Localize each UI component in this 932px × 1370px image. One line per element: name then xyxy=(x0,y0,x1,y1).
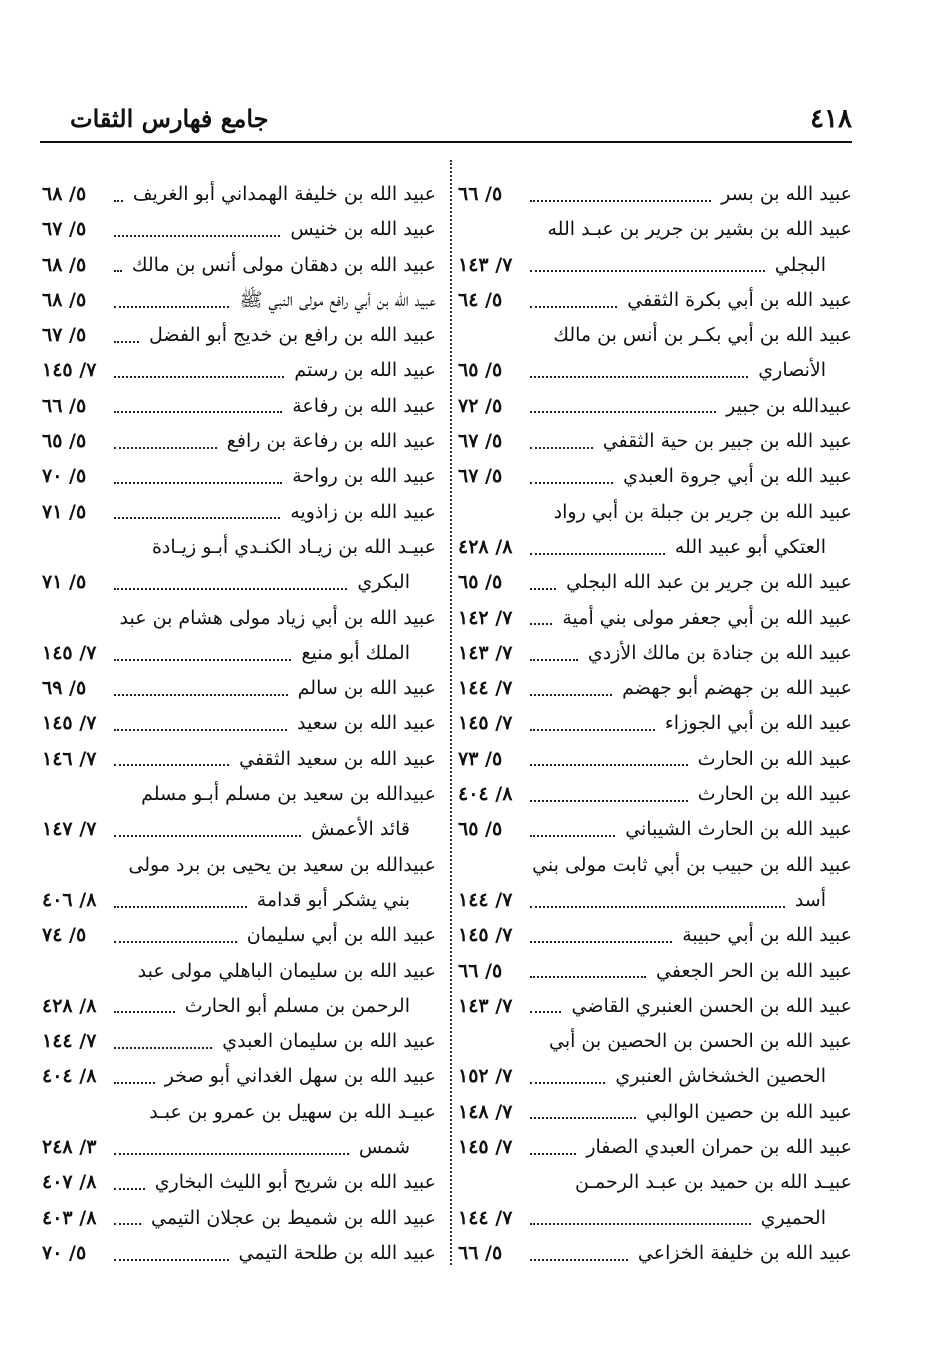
header-rule xyxy=(40,141,852,143)
dot-leader xyxy=(114,1188,145,1190)
entry-reference: ٨/ ٤٠٦ xyxy=(42,888,97,911)
dot-leader xyxy=(114,1011,175,1013)
entry-name: عبيد الله بن الحارث xyxy=(697,783,852,806)
dot-leader xyxy=(114,200,123,202)
entry-reference: ٥/ ٦٤ xyxy=(458,288,503,311)
dot-leader xyxy=(114,1259,229,1261)
index-entry xyxy=(40,1095,436,1130)
entry-reference: ٧/ ١٤٤ xyxy=(458,677,513,700)
dot-leader xyxy=(114,411,282,413)
dot-leader xyxy=(114,1082,155,1084)
entry-name: عبيد الله بن جبير بن حية الثقفي xyxy=(602,430,852,453)
index-entry xyxy=(40,601,436,636)
running-title: جامع فهارس الثقات xyxy=(70,104,269,133)
entry-reference: ٥/ ٦٧ xyxy=(458,465,503,488)
entry-name: عبيد الله بن حصين الوالبي xyxy=(645,1100,852,1123)
index-entry xyxy=(456,424,852,459)
index-entry xyxy=(40,918,436,953)
index-entry xyxy=(40,742,436,777)
entry-name: عبيدالله بن سعيد بن يحيى بن برد مولى xyxy=(128,853,436,876)
dot-leader xyxy=(530,694,612,696)
entry-name: البكري xyxy=(357,571,410,594)
entry-name: عبيدالله بن جبير xyxy=(726,394,852,417)
entry-reference: ٥/ ٧٣ xyxy=(458,747,503,770)
dot-leader xyxy=(530,1153,576,1155)
entry-name: عبيد الله بن سليمان العبدي xyxy=(222,1030,436,1053)
entry-reference: ٥/ ٦٧ xyxy=(458,430,503,453)
entry-name: عبيد الله بن خنيس xyxy=(290,218,436,241)
entry-name: عبيـد الله بن سهيل بن عمرو بن عبـد xyxy=(149,1100,436,1123)
entry-name: الرحمن بن مسلم أبو الحارث xyxy=(184,994,410,1017)
dot-leader xyxy=(530,1223,751,1225)
dot-leader xyxy=(530,800,688,802)
index-entry xyxy=(456,812,852,847)
dot-leader xyxy=(530,835,615,837)
entry-name: عبيد الله بن حبيب بن أبي ثابت مولى بني xyxy=(532,853,852,876)
entry-name: عبيد الله بن أبي سليمان xyxy=(246,924,436,947)
index-entry xyxy=(456,353,852,388)
dot-leader xyxy=(114,1223,141,1225)
entry-name: عبيد الله بن رفاعة بن رافع xyxy=(226,430,436,453)
dot-leader xyxy=(530,553,665,555)
entry-reference: ٧/ ١٤٥ xyxy=(42,641,97,664)
entry-reference: ٨/ ٤٠٧ xyxy=(42,1171,97,1194)
dot-leader xyxy=(114,729,287,731)
entry-reference: ٥/ ٦٧ xyxy=(42,218,87,241)
entry-reference: ٥/ ٦٨ xyxy=(42,183,87,205)
dot-leader xyxy=(530,376,748,378)
index-entry xyxy=(456,1059,852,1094)
entry-reference: ٥/ ٧١ xyxy=(42,571,87,594)
entry-name: عبيد الله بن سعيد الثقفي xyxy=(239,747,436,770)
index-entry xyxy=(456,459,852,494)
entry-reference: ٧/ ١٤٥ xyxy=(42,359,97,382)
entry-reference: ٥/ ٦٥ xyxy=(458,359,503,382)
entry-name: عبيد الله بن أبي الجوزاء xyxy=(664,712,852,735)
entry-name: عبيد الله بن أبي رافع مولى النبي ﷺ xyxy=(239,288,436,311)
entry-name: عبيد الله بن الحارث xyxy=(697,747,852,770)
index-entry xyxy=(40,1130,436,1165)
index-entry xyxy=(456,706,852,741)
entry-reference: ٧/ ١٤٨ xyxy=(458,1100,513,1123)
dot-leader xyxy=(114,341,139,343)
entry-reference: ٧/ ١٤٣ xyxy=(458,641,513,664)
dot-leader xyxy=(530,411,716,413)
entry-name: عبيد الله بن أبي حبيبة xyxy=(682,924,852,947)
index-entry xyxy=(456,848,852,883)
entry-name: عبيد الله بن بشير بن جرير بن عبـد الله xyxy=(547,218,852,241)
entry-reference: ٥/ ٦٥ xyxy=(42,430,87,453)
dot-leader xyxy=(114,1153,349,1155)
index-entry xyxy=(40,318,436,353)
dot-leader xyxy=(530,270,765,272)
entry-reference: ٥/ ٦٩ xyxy=(42,677,87,700)
dot-leader xyxy=(114,941,237,943)
entry-name: عبيد الله بن أبي بكـر بن أنس بن مالك xyxy=(553,324,852,347)
entry-name: عبيد الله بن رستم xyxy=(294,359,436,382)
entry-name: عبيد الله بن الحسن العنبري القاضي xyxy=(571,994,852,1017)
entry-name: عبيد الله بن الحارث الشيباني xyxy=(625,818,852,841)
entry-name: عبيد الله بن أبي جروة العبدي xyxy=(623,465,852,488)
entry-name: عبيد الله بن أبي بكرة الثقفي xyxy=(627,288,852,311)
entry-reference: ٥/ ٦٥ xyxy=(458,571,503,594)
entry-name: أسد xyxy=(794,888,826,911)
index-entry xyxy=(456,389,852,424)
entry-reference: ٧/ ١٤٥ xyxy=(42,712,97,735)
index-entry xyxy=(456,777,852,812)
dot-leader xyxy=(114,517,280,519)
index-entry xyxy=(40,459,436,494)
entry-reference: ٥/ ٧٤ xyxy=(42,924,87,947)
dot-leader xyxy=(530,659,578,661)
entry-name: الحصين الخشخاش العنبري xyxy=(615,1065,826,1088)
dot-leader xyxy=(114,588,347,590)
index-entry xyxy=(456,601,852,636)
index-entry xyxy=(40,283,436,318)
dot-leader xyxy=(114,659,291,661)
dot-leader xyxy=(530,1011,561,1013)
entry-reference: ٥/ ٧٠ xyxy=(42,465,87,488)
entry-reference: ٥/ ٦٦ xyxy=(458,959,503,982)
entry-reference: ٥/ ٦٨ xyxy=(42,288,87,311)
entry-name: شمس xyxy=(358,1136,410,1159)
index-entry xyxy=(40,848,436,883)
index-entry xyxy=(456,283,852,318)
index-entry xyxy=(456,954,852,989)
entry-reference: ٧/ ١٤٤ xyxy=(458,1206,513,1229)
index-entry xyxy=(40,812,436,847)
index-entry xyxy=(456,318,852,353)
index-entry xyxy=(456,1130,852,1165)
index-entry xyxy=(456,1095,852,1130)
entry-name: البجلي xyxy=(774,253,826,276)
entry-reference: ٥/ ٦٨ xyxy=(42,253,87,276)
column-divider xyxy=(450,160,452,1265)
index-entry xyxy=(456,742,852,777)
index-entry xyxy=(40,954,436,989)
entry-name: عبيد الله بن طلحة التيمي xyxy=(238,1241,436,1264)
entry-reference: ٥/ ٦٦ xyxy=(458,1241,503,1264)
page-header xyxy=(40,100,852,140)
entry-name: عبيد الله بن سالم xyxy=(297,677,436,700)
entry-reference: ٨/ ٤٠٤ xyxy=(458,783,513,806)
entry-name: عبيد الله بن خليفة الهمداني أبو الغريف xyxy=(132,183,436,205)
entry-reference: ٧/ ١٤٤ xyxy=(458,888,513,911)
entry-name: عبيد الله بن زاذويه xyxy=(290,500,436,523)
entry-reference: ٣/ ٢٤٨ xyxy=(42,1136,97,1159)
index-entry xyxy=(456,248,852,283)
dot-leader xyxy=(530,729,655,731)
dot-leader xyxy=(114,235,280,237)
dot-leader xyxy=(114,306,229,308)
entry-reference: ٨/ ٤٠٤ xyxy=(42,1065,97,1088)
index-entry xyxy=(456,1024,852,1059)
entry-name: عبيد الله بن جهضم أبو جهضم xyxy=(622,677,852,700)
dot-leader xyxy=(530,1117,636,1119)
entry-name: عبيد الله بن جنادة بن مالك الأزدي xyxy=(587,641,852,664)
entry-reference: ٧/ ١٤٥ xyxy=(458,1136,513,1159)
dot-leader xyxy=(530,623,552,625)
entry-name: بني يشكر أبو قدامة xyxy=(256,888,410,911)
index-entry xyxy=(40,353,436,388)
index-entry xyxy=(456,530,852,565)
dot-leader xyxy=(114,906,247,908)
entry-name: عبيد الله بن حمران العبدي الصفار xyxy=(586,1136,852,1159)
index-entry xyxy=(40,389,436,424)
index-entry xyxy=(456,177,852,212)
entry-name: قائد الأعمش xyxy=(311,818,410,841)
dot-leader xyxy=(114,447,217,449)
index-entry xyxy=(456,989,852,1024)
index-entry xyxy=(40,495,436,530)
entry-name: عبيد الله بن سعيد xyxy=(297,712,436,735)
dot-leader xyxy=(530,200,711,202)
dot-leader xyxy=(530,482,613,484)
entry-reference: ٧/ ١٤٣ xyxy=(458,994,513,1017)
entry-name: عبيد الله بن خليفة الخزاعي xyxy=(637,1241,852,1264)
index-entry xyxy=(40,177,436,212)
entry-name: عبيد الله بن الحر الجعفي xyxy=(656,959,852,982)
index-column-right xyxy=(456,177,852,1271)
dot-leader xyxy=(530,306,617,308)
entry-reference: ٨/ ٤٢٨ xyxy=(458,535,513,558)
entry-name: عبيد الله بن رفاعة xyxy=(292,394,436,417)
entry-name: الحميري xyxy=(760,1206,826,1229)
entry-reference: ٧/ ١٤٧ xyxy=(42,818,97,841)
entry-name: عبيـد الله بن زيـاد الكنـدي أبـو زيـادة xyxy=(151,535,436,558)
index-entry xyxy=(456,883,852,918)
index-entry xyxy=(456,636,852,671)
index-entry xyxy=(456,212,852,247)
entry-reference: ٧/ ١٥٢ xyxy=(458,1065,513,1088)
entry-reference: ٥/ ٧٠ xyxy=(42,1241,87,1264)
entry-name: عبيد الله بن رواحة xyxy=(292,465,436,488)
dot-leader xyxy=(530,1259,628,1261)
index-column-left xyxy=(40,177,436,1271)
index-entry xyxy=(40,212,436,247)
entry-name: عبيد الله بن سليمان الباهلي مولى عبد xyxy=(137,959,436,982)
dot-leader xyxy=(530,447,593,449)
entry-name: عبيد الله بن الحسن بن الحصين بن أبي xyxy=(548,1030,852,1053)
dot-leader xyxy=(530,941,672,943)
dot-leader xyxy=(114,270,122,272)
entry-reference: ٥/ ٦٧ xyxy=(42,324,87,347)
entry-reference: ٧/ ١٤٥ xyxy=(458,924,513,947)
page-number: ٤١٨ xyxy=(810,104,852,134)
entry-name: عبيـد الله بن حميد بن عبـد الرحمـن xyxy=(575,1171,852,1194)
dot-leader xyxy=(530,1082,605,1084)
index-entry xyxy=(456,1201,852,1236)
dot-leader xyxy=(114,482,282,484)
entry-name: عبيد الله بن رافع بن خديج أبو الفضل xyxy=(149,324,436,347)
dot-leader xyxy=(114,694,288,696)
dot-leader xyxy=(114,835,301,837)
index-entry xyxy=(40,424,436,459)
entry-name: عبيد الله بن بسر xyxy=(721,183,852,205)
index-entry xyxy=(40,248,436,283)
entry-reference: ٧/ ١٤٦ xyxy=(42,747,97,770)
entry-name: عبيد الله بن شميط بن عجلان التيمي xyxy=(151,1206,436,1229)
dot-leader xyxy=(530,906,785,908)
entry-name: الملك أبو منيع xyxy=(301,641,410,664)
entry-reference: ٧/ ١٤٤ xyxy=(42,1030,97,1053)
entry-name: عبيدالله بن سعيد بن مسلم أبـو مسلم xyxy=(141,783,436,806)
entry-reference: ٧/ ١٤٥ xyxy=(458,712,513,735)
entry-reference: ٥/ ٦٦ xyxy=(458,183,503,205)
index-entry xyxy=(456,1165,852,1200)
entry-name: عبيد الله بن أبي جعفر مولى بني أمية xyxy=(562,606,852,629)
entry-reference: ٥/ ٦٦ xyxy=(42,394,87,417)
dot-leader xyxy=(530,764,688,766)
entry-name: عبيد الله بن جرير بن جبلة بن أبي رواد xyxy=(553,500,852,523)
entry-name: عبيد الله بن سهل الغداني أبو صخر xyxy=(164,1065,436,1088)
index-entry xyxy=(456,1236,852,1271)
index-entry xyxy=(40,530,436,565)
entry-reference: ٨/ ٤٢٨ xyxy=(42,994,97,1017)
index-entry xyxy=(40,1024,436,1059)
index-entry xyxy=(40,989,436,1024)
index-entry xyxy=(456,495,852,530)
index-entry xyxy=(40,706,436,741)
entry-name: العتكي أبو عبيد الله xyxy=(674,535,826,558)
dot-leader xyxy=(114,1047,212,1049)
entry-name: عبيد الله بن شريح أبو الليث البخاري xyxy=(154,1171,436,1194)
entry-reference: ٧/ ١٤٢ xyxy=(458,606,513,629)
index-entry xyxy=(40,883,436,918)
index-entry xyxy=(40,671,436,706)
entry-reference: ٧/ ١٤٣ xyxy=(458,253,513,276)
index-entry xyxy=(456,671,852,706)
entry-reference: ٥/ ٧١ xyxy=(42,500,87,523)
entry-reference: ٥/ ٧٢ xyxy=(458,394,503,417)
dot-leader xyxy=(530,976,646,978)
dot-leader xyxy=(530,588,556,590)
index-entry xyxy=(40,777,436,812)
index-entry xyxy=(40,565,436,600)
entry-reference: ٥/ ٦٥ xyxy=(458,818,503,841)
dot-leader xyxy=(114,764,229,766)
index-entry xyxy=(456,565,852,600)
dot-leader xyxy=(114,376,284,378)
index-entry xyxy=(40,1201,436,1236)
entry-name: عبيد الله بن دهقان مولى أنس بن مالك xyxy=(131,253,436,276)
index-entry xyxy=(40,1236,436,1271)
index-entry xyxy=(40,1165,436,1200)
index-entry xyxy=(40,1059,436,1094)
entry-name: عبيد الله بن جرير بن عبد الله البجلي xyxy=(566,571,852,594)
entry-reference: ٨/ ٤٠٣ xyxy=(42,1206,97,1229)
index-entry xyxy=(40,636,436,671)
entry-name: الأنصاري xyxy=(758,359,826,382)
index-entry xyxy=(456,918,852,953)
entry-name: عبيد الله بن أبي زياد مولى هشام بن عبد xyxy=(119,606,436,629)
